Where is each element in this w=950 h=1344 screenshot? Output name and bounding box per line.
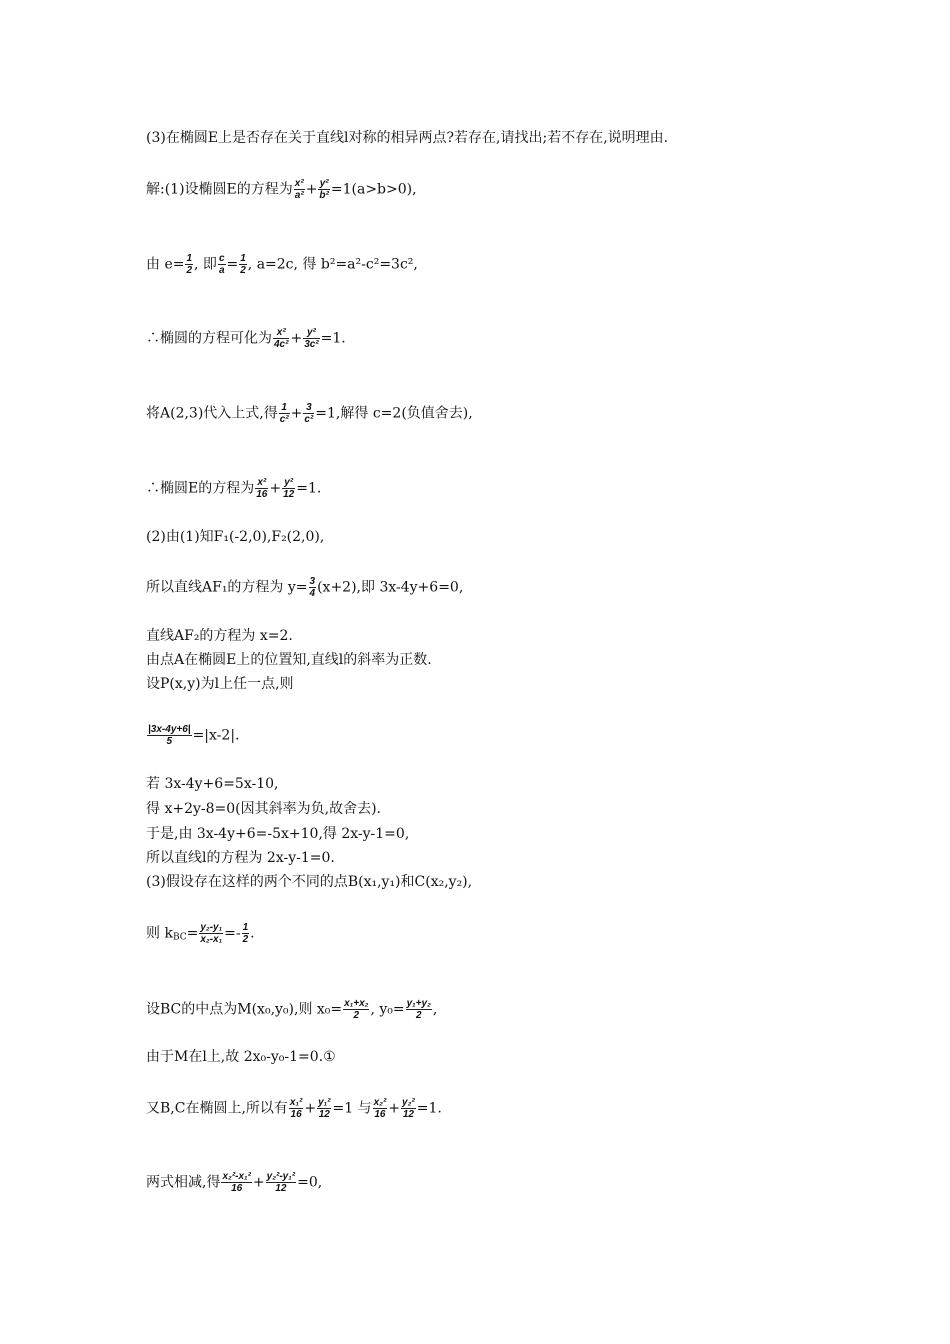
solution-line-16: (3)假设存在这样的两个不同的点B(x₁,y₁)和C(x₂,y₂), [146,874,473,890]
question-part-3 [146,129,668,147]
fraction: $\frac{c}{a}$ [218,253,225,276]
text: 解:(1)设椭圆E的方程为 [146,181,293,198]
fraction: $\frac{\text{x₂²}}{16}$ [373,1097,387,1120]
text: =1(a>b>0), [330,181,417,198]
fraction: $\frac{3}{\text{c²}}$ [304,402,314,425]
fraction: $\frac{\text{x₂²-x₁²}}{16}$ [222,1171,251,1194]
fraction: $\frac{\text{x²}}{16}$ [256,477,268,500]
fraction: $\frac{\text{y²}}{\text{3c²}}$ [304,327,319,350]
solution-line-3: ∴椭圆的方程可化为 $\frac{\text{x²}}{\text{4c²}}$ + $\frac{\text{y²}}{\text{3c²}}$ =1. [146,327,346,350]
solution-line-18: 设BC的中点为M(x₀,y₀),则 x₀= $\frac{\text{x₁+x₂}}{2}$ , y₀= $\frac{\text{y₁+y₂}}{2}$ , [146,998,438,1021]
solution-line-7: 所以直线AF₁的方程为 y= $\frac{3}{4}$ (x+2),即 3x-4y+6=0, [146,576,464,599]
fraction: $\frac{1}{2}$ [242,922,249,945]
solution-line-10: 设P(x,y)为l上任一点,则 [146,676,294,692]
fraction: $\frac{\text{y²}}{12}$ [283,477,295,500]
solution-line-6: (2)由(1)知F₁(-2,0),F₂(2,0), [146,529,325,545]
fraction: $\frac{\text{y₁+y₂}}{2}$ [406,998,431,1021]
solution-line-9: 由点A在椭圆E上的位置知,直线l的斜率为正数. [146,652,432,668]
question-text: (3)在椭圆E上是否存在关于直线l对称的相异两点?若存在,请找出;若不存在,说明理由. [146,130,669,146]
solution-line-21: 两式相减,得 $\frac{\text{x₂²-x₁²}}{16}$ + $\frac{\text{y₂²-y₁²}}{12}$ =0, [146,1171,323,1194]
solution-line-17: 则 $k_{BC}=$ $\frac{\text{y₂-y₁}}{\text{x₂-x₁}}$ =- $\frac{1}{2}$ . [146,922,255,945]
solution-line-8: 直线AF₂的方程为 x=2. [146,628,293,644]
fraction: $\frac{\text{x₁²}}{16}$ [289,1097,303,1120]
fraction: $\frac{1}{2}$ [186,253,193,276]
solution-line-1: 解:(1)设椭圆E的方程为 $\frac{\text{x²}}{\text{a²}}$ + $\frac{\text{y²}}{\text{b²}}$ =1(a>b>0), [146,178,417,201]
fraction: $\frac{\text{y₂²-y₁²}}{12}$ [266,1171,296,1194]
fraction: $\frac{\text{x₁+x₂}}{2}$ [344,998,369,1021]
fraction: $\frac{|3x-4y+6|}{5}$ [148,724,191,747]
fraction: $\frac{\text{y₂²}}{12}$ [402,1097,415,1120]
fraction: $\frac{1}{2}$ [240,253,246,276]
solution-line-20: 又B,C在椭圆上,所以有 $\frac{\text{x₁²}}{16}$ + $\frac{\text{y₁²}}{12}$ =1 与 $\frac{\text{x₂²}}{16}$ + $\frac{\text{y₂²}}{12}$ =1. [146,1097,442,1120]
solution-line-5: ∴椭圆E的方程为 $\frac{\text{x²}}{16}$ + $\frac{\text{y²}}{12}$ =1. [146,477,322,500]
solution-line-15: 所以直线l的方程为 2x-y-1=0. [146,850,335,866]
fraction: $\frac{\text{y₁²}}{12}$ [318,1097,331,1120]
solution-line-11: $\frac{|3x-4y+6|}{5}$ =|x-2|. [148,724,240,747]
fraction: $\frac{1}{\text{c²}}$ [279,402,289,425]
fraction: $\frac{\text{x²}}{\text{4c²}}$ [274,327,289,350]
solution-line-14: 于是,由 3x-4y+6=-5x+10,得 2x-y-1=0, [146,826,410,842]
fraction: $\frac{\text{y₂-y₁}}{\text{x₂-x₁}}$ [200,922,223,945]
solution-line-4: 将A(2,3)代入上式,得 $\frac{1}{\text{c²}}$ + $\frac{3}{\text{c²}}$ =1,解得 c=2(负值舍去), [146,402,473,425]
fraction: $\frac{\text{y²}}{\text{b²}}$ [319,178,329,201]
solution-line-19: 由于M在l上,故 2x₀-y₀-1=0.① [146,1049,336,1065]
solution-line-12: 若 3x-4y+6=5x-10, [146,776,279,792]
fraction: $\frac{3}{4}$ [309,576,316,599]
solution-line-13: 得 x+2y-8=0(因其斜率为负,故舍去). [146,801,381,817]
solution-line-2: 由 e= $\frac{1}{2}$ , 即 $\frac{c}{a}$ = $\frac{1}{2}$ , a=2c, 得 b²=a²-c²=3c², [146,253,418,276]
fraction: $\frac{\text{x²}}{\text{a²}}$ [294,178,304,201]
